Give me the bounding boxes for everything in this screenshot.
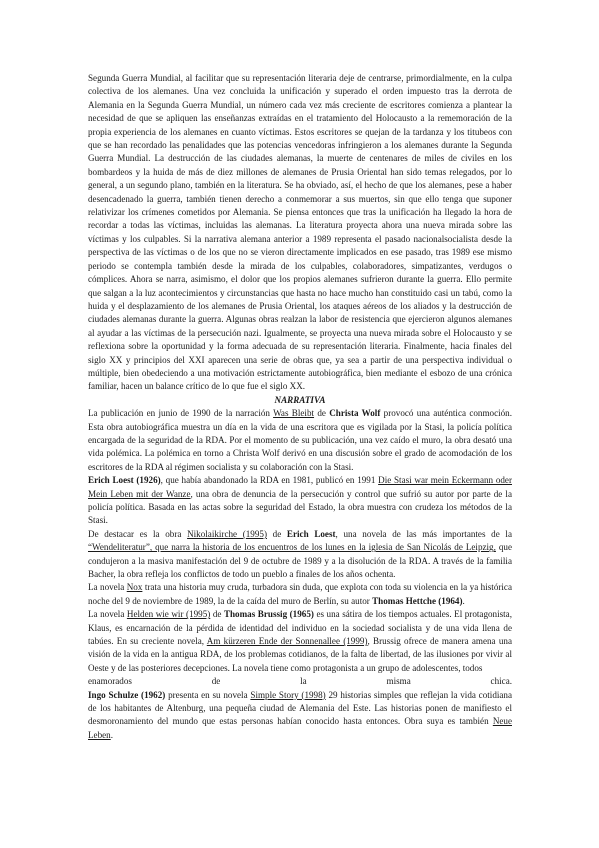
author-name: Thomas Brussig (1965)	[223, 609, 314, 620]
paragraph-schulze: Ingo Schulze (1962) presenta en su novela Simple Story (1998) 29 historias simples que reflejan la vida cotidiana de los habitantes de Altenburg, una pequeña ciudad de Alemania del Este. Las historias ponen de manifiesto el desmoronamiento del mundo que estas personas habían conocido hasta entonces. Obra suya es también Neue Leben.	[88, 689, 513, 740]
paragraph-nikolaikirche: De destacar es la obra Nikolaikirche (1995) de Erich Loest, una novela de las más importantes de la “Wendeliteratur”, que narra la historia de los encuentros de los lunes en la iglesia de San Nicolás de Leipzig, que condujeron a la masiva manifestación del 9 de octubre de 1989 y a la disolución de la RDA. A través de la familia Bacher, la obra refleja los conflictos de todo un pueblo a finales de los años ochenta.	[88, 528, 512, 580]
author-name: Erich Loest (1926)	[88, 475, 161, 486]
page-content	[88, 72, 512, 742]
author-name: Christa Wolf	[329, 408, 381, 419]
paragraph-brussig: La novela Helden wie wir (1995) de Thomas Brussig (1965) es una sátira de los tiempos actuales. El protagonista, Klaus, es encarnación de la pérdida de identidad del individuo en la sociedad socialista y de una vida llena de tabúes. En su creciente novela, Am kürzeren Ende der Sonnenallee (1999), Brussig ofrece de manera amena una visión de la vida en la antigua RDA, de los problemas cotidianos, de la falta de libertad, de las ilusiones por vivir al Oeste y de las posteriores decepciones. La novela tiene como protagonista a un grupo de adolescentes, todos	[88, 609, 512, 673]
author-name: Erich Loest	[286, 528, 336, 539]
work-title: Helden wie wir (1995)	[126, 609, 211, 620]
work-title: Neue Leben	[88, 716, 512, 740]
author-name: Ingo Schulze (1962)	[88, 689, 166, 700]
work-title: Nox	[126, 582, 143, 593]
author-name: Thomas Hettche (1964)	[372, 595, 463, 606]
paragraph-wolf: La publicación en junio de 1990 de la narración Was Bleibt de Christa Wolf provocó una auténtica conmoción. Esta obra autobiográfica muestra un día en la vida de una escritora que es vigilada por la Stasi, la policía política encargada de la seguridad de la RDA. Por el momento de su publicación, una vez caído el muro, la obra desató una vida polémica. La polémica en torno a Christa Wolf derivó en una discusión sobre el grado de acomodación de los escritores de la RDA al régimen socialista y su colaboración con la Stasi.	[88, 408, 512, 472]
paragraph-loest: Erich Loest (1926), que había abandonado la RDA en 1981, publicó en 1991 Die Stasi war mein Eckermann oder Mein Leben mit der Wanze, una obra de denuncia de la persecución y control que sufrió su autor por parte de la policía política. Basada en las actas sobre la seguridad del Estado, la obra muestra con crudeza los métodos de la Stasi.	[88, 475, 512, 526]
work-title: Simple Story (1998)	[250, 689, 326, 700]
paragraph-brussig-last-line: enamorados de la misma chica.	[88, 676, 513, 687]
intro-paragraph: Segunda Guerra Mundial, al facilitar que su representación literaria deje de centrarse, primordialmente, en la culpa colectiva de los alemanes. Una vez concluida la unificación y superado el orden impuesto tras la derrota de Alemania en la Segunda Guerra Mundial, un número cada vez más creciente de escritores comienza a plantear la necesidad de que se apliquen las enseñanzas extraídas en el tratamiento del Holocausto a la rememoración de la propia experiencia de los alemanes en cuanto víctimas. Estos escritores se quejan de la tardanza y los titubeos con que se han recordado las penalidades que las potencias vencedoras infringieron a los alemanes durante la Segunda Guerra Mundial. La destrucción de las ciudades alemanas, la muerte de centenares de miles de civiles en los bombardeos y la huida de más de diez millones de alemanes de Prusia Oriental han sido temas relegados, por lo general, a un segundo plano, también en la literatura. Se ha obviado, así, el hecho de que los alemanes, pese a haber desencadenado la guerra, también tienen derecho a conmemorar a sus muertos, sin que ello tenga que suponer relativizar los crímenes cometidos por Alemania. Se piensa entonces que tras la unificación ha llegado la hora de recordar a todas las víctimas, incluidas las alemanas. La literatura proyecta ahora una nueva mirada sobre las víctimas y los culpables. Si la narrativa alemana anterior a 1989 representa el pasado nacionalsocialista desde la perspectiva de las víctimas o de los que no se vieron directamente implicados en ese pasado, tras 1989 ese mismo periodo se contempla también desde la mirada de los culpables, colaboradores, simpatizantes, verdugos o cómplices. Ahora se narra, asimismo, el dolor que los propios alemanes sufrieron durante la guerra. Ello permite que salgan a la luz acontecimientos y circunstancias que hasta no hace mucho han constituido casi un tabú, como la huida y el desplazamiento de los alemanes de Prusia Oriental, los ataques aéreos de los aliados y la destrucción de ciudades alemanas durante la guerra. Algunas obras realzan la labor de resistencia que ejercieron algunos alemanes al ayudar a las víctimas de la persecución nazi. Igualmente, se proyecta una nueva mirada sobre el Holocausto y se reflexiona sobre la oportunidad y la forma adecuada de su representación literaria. Finalmente, hacia finales del siglo XX y principios del XXI aparecen una serie de obras que, ya sea a partir de una perspectiva individual o múltiple, bien obedeciendo a una motivación estrictamente autobiográfica, bien mediante el esbozo de una crónica familiar, hacen un balance crítico de lo que fue el siglo XX.	[88, 73, 512, 392]
work-title: Am kürzeren Ende der Sonnenallee (1999)	[206, 636, 368, 647]
work-title: Was Bleibt	[273, 408, 315, 419]
work-title: Die Stasi war mein Eckermann oder Mein Leben mit der Wanze	[88, 475, 512, 499]
work-title: Nikolaikirche (1995)	[187, 528, 267, 539]
paragraph-hettche: La novela Nox trata una historia muy cruda, turbadora sin duda, que explota con toda su violencia en la ya histórica noche del 9 de noviembre de 1989, la de la caída del muro de Berlín, su autor Thomas Hettche (1964).	[88, 582, 512, 606]
quoted-passage: “Wendeliteratur”, que narra la historia de los encuentros de los lunes en la iglesia de San Nicolás de Leipzig,	[88, 542, 496, 553]
section-heading: NARRATIVA	[274, 394, 326, 405]
